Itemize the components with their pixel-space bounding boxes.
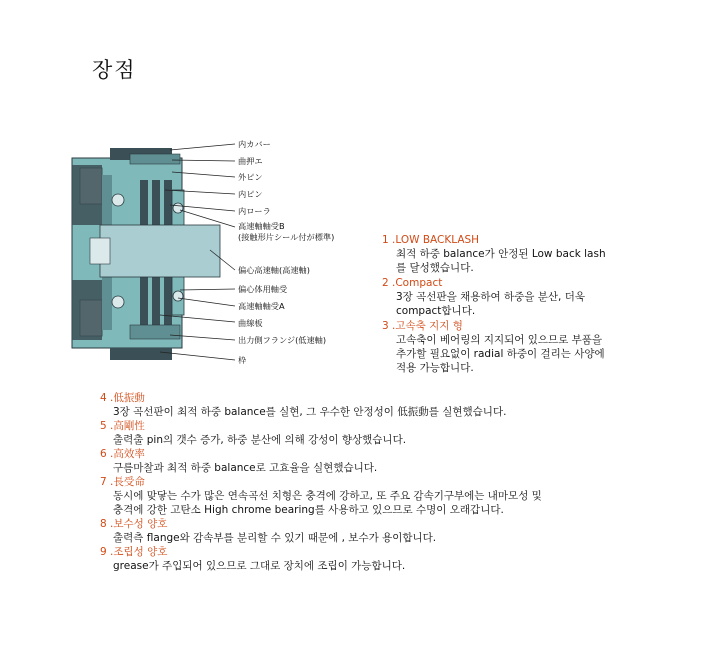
page-title: 장점 bbox=[92, 58, 137, 82]
advantages-list-right bbox=[382, 234, 682, 377]
label-curved-presser: 曲押エ bbox=[238, 156, 263, 166]
cross-section-svg bbox=[60, 130, 365, 375]
advantage-item bbox=[100, 448, 660, 475]
advantage-heading: 3 .고속축 지지 형 bbox=[382, 320, 463, 332]
label-outer-pin: 外ピン bbox=[238, 172, 263, 182]
advantage-heading: 4 .低振動 bbox=[100, 392, 145, 404]
advantage-item bbox=[382, 277, 682, 318]
label-seal-note: (接触形片シール付が標準) bbox=[238, 232, 335, 242]
advantage-text: 동시에 맞닿는 수가 많은 연속곡선 치형은 충격에 강하고, 또 주요 감속기구부에는 내마모성 및 bbox=[113, 490, 542, 502]
advantage-heading: 1 .LOW BACKLASH bbox=[382, 234, 480, 246]
advantage-text: 3장 곡선판을 채용하여 하중을 분산, 더욱 bbox=[396, 291, 585, 303]
reducer-cross-section-diagram bbox=[60, 130, 365, 375]
label-bearing-b: 高速軸軸受B bbox=[238, 221, 285, 231]
advantage-text: 적용 가능합니다. bbox=[396, 362, 474, 374]
label-frame: 枠 bbox=[238, 355, 247, 365]
advantage-item bbox=[100, 518, 660, 545]
advantage-text: 충격에 강한 고탄소 High chrome bearing를 사용하고 있으므로 수명이 오래갑니다. bbox=[113, 504, 504, 516]
advantage-item bbox=[382, 234, 682, 275]
advantage-item bbox=[382, 320, 682, 375]
advantage-heading: 8 .보수성 양호 bbox=[100, 518, 168, 530]
advantage-text: compact합니다. bbox=[396, 305, 476, 317]
advantage-text: 최적 하중 balance가 안정된 Low back lash bbox=[396, 248, 606, 260]
advantage-text: 추가할 필요없이 radial 하중이 걸리는 사양에 bbox=[396, 348, 605, 360]
advantage-heading: 9 .조립성 양호 bbox=[100, 546, 168, 558]
advantage-item bbox=[100, 420, 660, 447]
label-inner-cover: 内カバー bbox=[238, 139, 271, 149]
advantage-heading: 7 .長受命 bbox=[100, 476, 145, 488]
housing-drawing bbox=[72, 148, 220, 360]
advantage-text: 를 달성했습니다. bbox=[396, 262, 474, 274]
label-eccentric-bearing: 偏心体用軸受 bbox=[238, 284, 288, 294]
advantage-text: 3장 곡선판이 최적 하중 balance를 실현, 그 우수한 안정성이 低振動를 실현했습니다. bbox=[113, 406, 507, 418]
label-bearing-a: 高速軸軸受A bbox=[238, 301, 285, 311]
advantage-text: 출력측 flange와 감속부를 분리할 수 있기 때문에 , 보수가 용이합니다. bbox=[113, 532, 437, 544]
advantage-text: 구름마찰과 최적 하중 balance로 고효율을 실현했습니다. bbox=[113, 462, 378, 474]
label-inner-pin: 内ピン bbox=[238, 189, 263, 199]
label-cycloid-disc: 曲線板 bbox=[238, 318, 263, 328]
advantage-item bbox=[100, 476, 660, 517]
advantage-heading: 6 .高效率 bbox=[100, 448, 145, 460]
label-eccentric-shaft: 偏心高速軸(高速軸) bbox=[238, 265, 310, 275]
advantages-list-bottom bbox=[100, 392, 660, 574]
label-inner-roller: 内ローラ bbox=[238, 206, 271, 216]
advantage-heading: 5 .高剛性 bbox=[100, 420, 145, 432]
advantage-text: grease가 주입되어 있으므로 그대로 장치에 조립이 가능합니다. bbox=[113, 560, 406, 572]
advantage-text: 고속축이 베어링의 지지되어 있으므로 부품을 bbox=[396, 334, 603, 346]
advantage-heading: 2 .Compact bbox=[382, 277, 443, 289]
label-output-flange: 出力側フランジ(低速軸) bbox=[238, 335, 327, 345]
advantage-item bbox=[100, 546, 660, 573]
advantage-item bbox=[100, 392, 660, 419]
advantage-text: 출력출 pin의 갯수 증가, 하중 분산에 의해 강성이 향상했습니다. bbox=[113, 434, 407, 446]
